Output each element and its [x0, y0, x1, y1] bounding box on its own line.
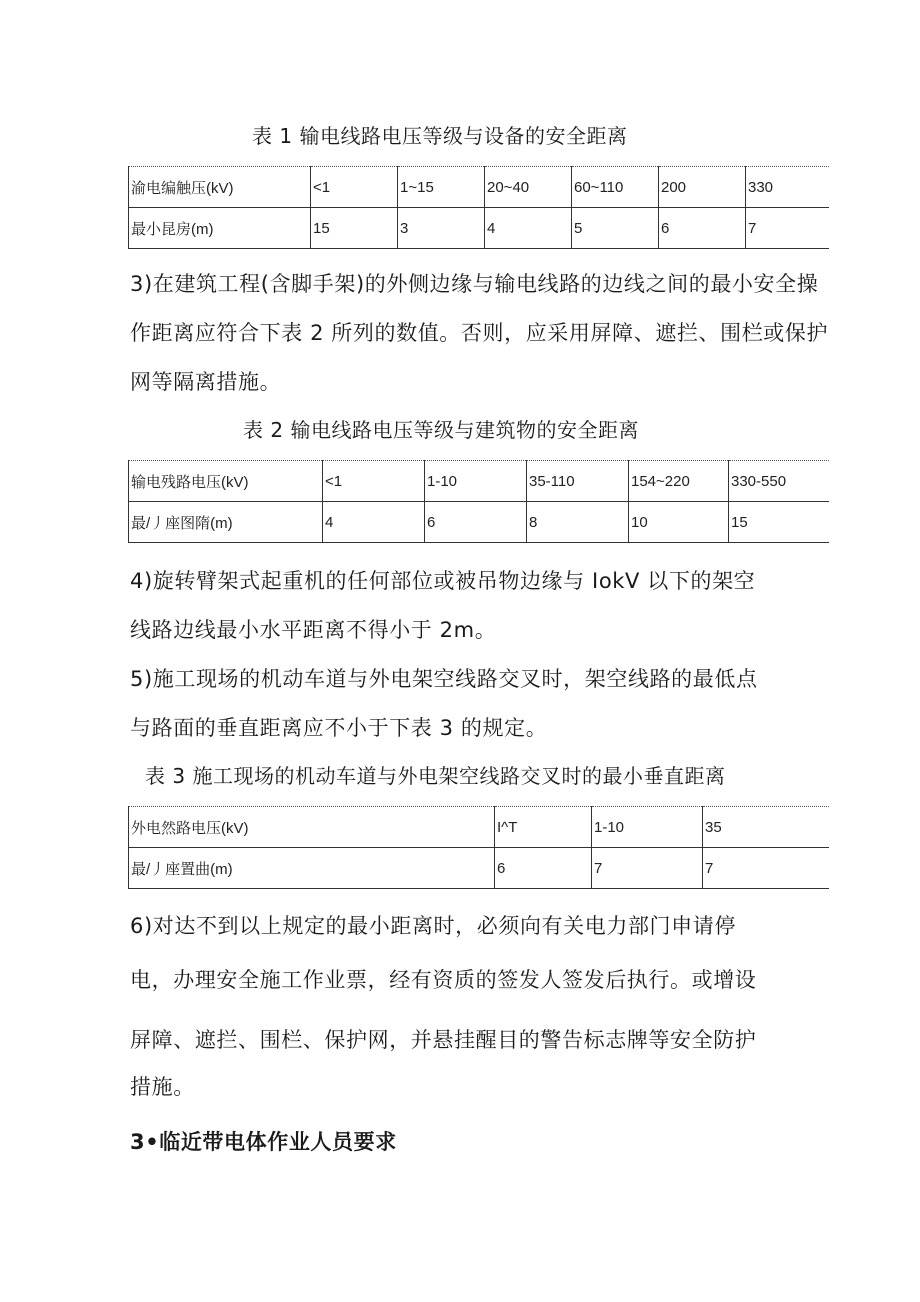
- table-cell: <1: [323, 461, 425, 502]
- table-cell: 20~40: [485, 167, 572, 208]
- table-row: [129, 807, 829, 848]
- table-cell: 7: [703, 848, 829, 889]
- table-cell: 1-10: [425, 461, 527, 502]
- table-cell: 200: [659, 167, 746, 208]
- table-cell: 外电然路电压(kV): [129, 807, 495, 848]
- table-cell: 35-110: [527, 461, 629, 502]
- table-cell: 7: [592, 848, 703, 889]
- table-cell: 最/丿座图隋(m): [129, 502, 323, 543]
- table-cell: 35: [703, 807, 829, 848]
- table3: [128, 806, 829, 889]
- paragraph-5-line-1: 5)施工现场的机动车道与外电架空线路交叉时，架空线路的最低点: [130, 667, 758, 691]
- table-cell: 渝电编触压(kV): [129, 167, 311, 208]
- paragraph-4-line-2: 线路边线最小水平距离不得小于 2m。: [130, 618, 497, 642]
- table-row: [129, 848, 829, 889]
- table-cell: 3: [398, 208, 485, 249]
- table2-caption: 表 2 输电线路电压等级与建筑物的安全距离: [243, 418, 639, 442]
- table-row: [129, 502, 829, 543]
- table-cell: 4: [485, 208, 572, 249]
- table-cell: 5: [572, 208, 659, 249]
- table-cell: 10: [629, 502, 729, 543]
- table1: [128, 166, 829, 249]
- table2: [128, 460, 829, 543]
- table-cell: 15: [729, 502, 829, 543]
- table-cell: 最小昆房(m): [129, 208, 311, 249]
- table-cell: 4: [323, 502, 425, 543]
- table-cell: 330: [746, 167, 829, 208]
- paragraph-3-line-2: 作距离应符合下表 2 所列的数值。否则，应采用屏障、遮拦、围栏或保护: [130, 321, 829, 345]
- table-cell: I^T: [495, 807, 592, 848]
- table-cell: 15: [311, 208, 398, 249]
- table-cell: 154~220: [629, 461, 729, 502]
- table-cell: 最/丿座置曲(m): [129, 848, 495, 889]
- paragraph-6-line-4: 措施。: [130, 1075, 195, 1099]
- table-cell: 1-10: [592, 807, 703, 848]
- paragraph-6-line-1: 6)对达不到以上规定的最小距离时，必须向有关电力部门申请停: [130, 914, 736, 938]
- table3-caption: 表 3 施工现场的机动车道与外电架空线路交叉时的最小垂直距离: [145, 764, 726, 788]
- paragraph-5-line-2: 与路面的垂直距离应不小于下表 3 的规定。: [130, 716, 548, 740]
- paragraph-4-line-1: 4)旋转臂架式起重机的任何部位或被吊物边缘与 IokV 以下的架空: [130, 569, 756, 593]
- table-cell: 6: [495, 848, 592, 889]
- table-cell: 60~110: [572, 167, 659, 208]
- section-heading: 3•临近带电体作业人员要求: [130, 1130, 397, 1154]
- paragraph-6-line-2: 电，办理安全施工作业票，经有资质的签发人签发后执行。或增设: [130, 968, 757, 992]
- table-cell: 输电残路电压(kV): [129, 461, 323, 502]
- table-cell: 6: [659, 208, 746, 249]
- table-cell: 7: [746, 208, 829, 249]
- table-cell: <1: [311, 167, 398, 208]
- table-cell: 330-550: [729, 461, 829, 502]
- table-cell: 6: [425, 502, 527, 543]
- table-row: [129, 461, 829, 502]
- table-row: [129, 208, 829, 249]
- table-cell: 1~15: [398, 167, 485, 208]
- table-row: [129, 167, 829, 208]
- table1-caption: 表 1 输电线路电压等级与设备的安全距离: [252, 124, 628, 148]
- paragraph-6-line-3: 屏障、遮拦、围栏、保护网，并悬挂醒目的警告标志牌等安全防护: [130, 1028, 757, 1052]
- paragraph-3-line-3: 网等隔离措施。: [130, 370, 282, 394]
- table-cell: 8: [527, 502, 629, 543]
- paragraph-3-line-1: 3)在建筑工程(含脚手架)的外侧边缘与输电线路的边线之间的最小安全操: [130, 272, 819, 296]
